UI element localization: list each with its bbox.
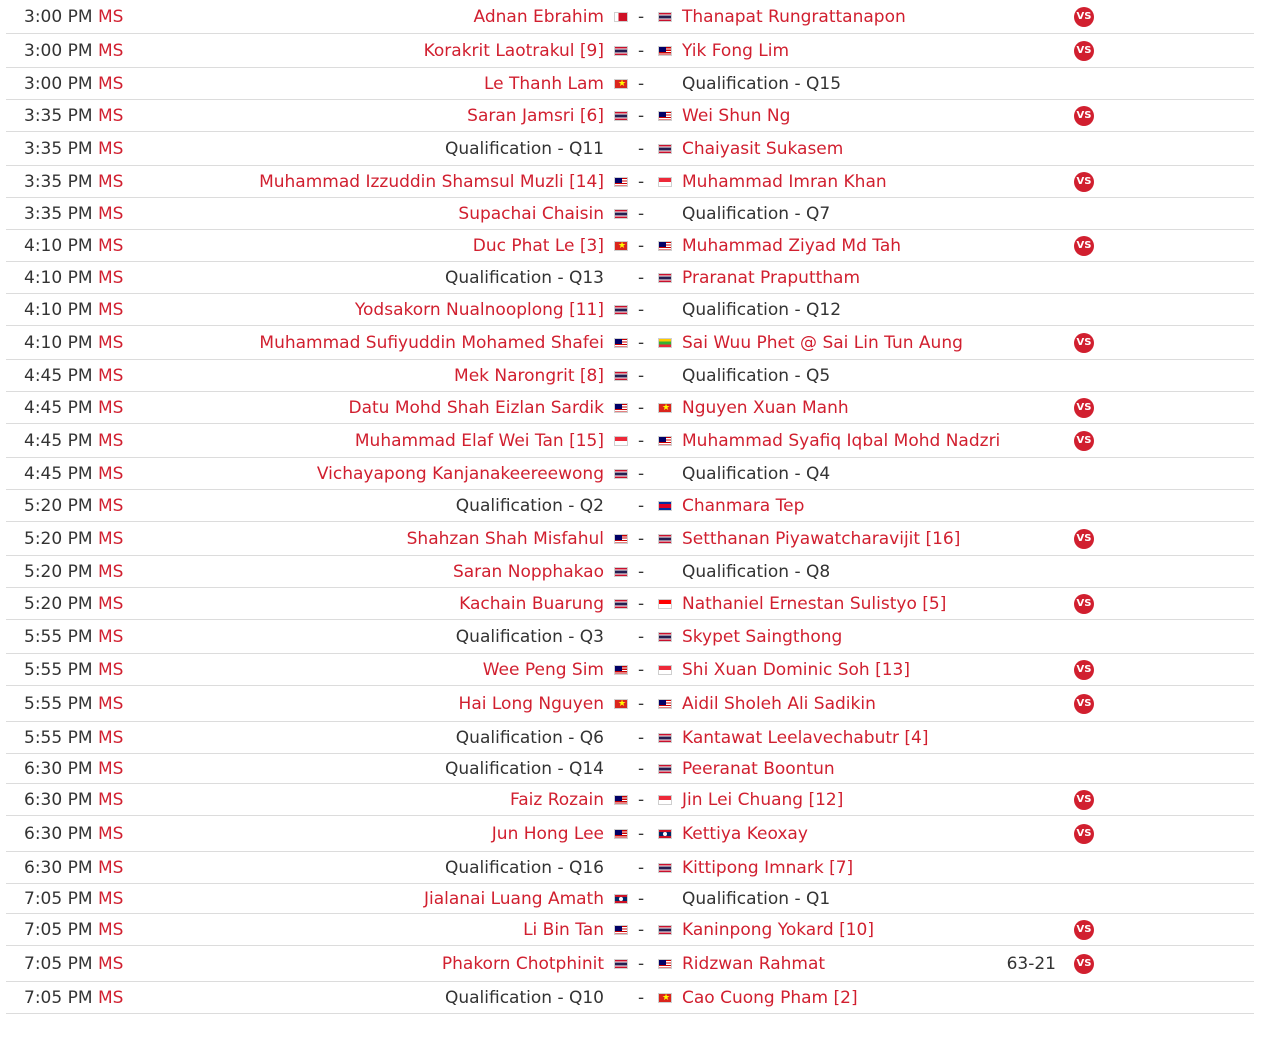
player1-name[interactable]: Li Bin Tan [523,919,604,940]
head-to-head-vs-icon[interactable]: VS [1074,236,1094,256]
player1-name[interactable]: Saran Jamsri [6] [467,105,604,126]
flag-th-icon [658,764,672,774]
event-link[interactable]: MS [98,138,124,159]
player2-name[interactable]: Kettiya Keoxay [682,823,808,844]
event-link[interactable]: MS [98,203,124,224]
player2-name: Qualification - Q7 [682,203,831,224]
flag-my-icon [658,436,672,446]
versus-separator: - [638,430,645,451]
match-time: 5:20 PM [24,495,93,516]
versus-separator: - [638,593,645,614]
player1-name[interactable]: Jialanai Luang Amath [424,888,604,909]
flag-th-icon [614,46,628,56]
event-link[interactable]: MS [98,6,124,27]
player2-name[interactable]: Kittipong Imnark [7] [682,857,854,878]
flag-kh-icon [658,501,672,511]
versus-separator: - [638,203,645,224]
head-to-head-vs-icon[interactable]: VS [1074,920,1094,940]
player2-name: Qualification - Q15 [682,73,842,94]
match-time: 6:30 PM [24,857,93,878]
match-time: 7:05 PM [24,919,93,940]
flag-my-icon [614,795,628,805]
player1-name[interactable]: Adnan Ebrahim [473,6,604,27]
match-time: 4:45 PM [24,365,93,386]
match-row [6,982,1254,1014]
event-link[interactable]: MS [98,397,124,418]
match-row [6,722,1254,754]
event-link[interactable]: MS [98,463,124,484]
flag-my-icon [614,177,628,187]
head-to-head-vs-icon[interactable]: VS [1074,660,1094,680]
match-time: 6:30 PM [24,789,93,810]
player1-name[interactable]: Wee Peng Sim [482,659,604,680]
match-row [6,754,1254,784]
head-to-head-vs-icon[interactable]: VS [1074,594,1094,614]
player1-name[interactable]: Duc Phat Le [3] [472,235,604,256]
flag-my-icon [614,665,628,675]
match-row [6,784,1254,816]
player2-name: Qualification - Q8 [682,561,831,582]
player2-name[interactable]: Skypet Saingthong [682,626,843,647]
player2-name[interactable]: Chanmara Tep [682,495,805,516]
flag-th-icon [658,273,672,283]
flag-my-icon [614,534,628,544]
flag-vn-icon [614,699,628,709]
player1-name: Qualification - Q3 [455,626,604,647]
event-link[interactable]: MS [98,659,124,680]
versus-separator: - [638,919,645,940]
player2-name[interactable]: Shi Xuan Dominic Soh [13] [682,659,910,680]
player1-name[interactable]: Yodsakorn Nualnooplong [11] [354,299,604,320]
player2-name[interactable]: Kantawat Leelavechabutr [4] [682,727,929,748]
match-row [6,424,1254,458]
flag-th-icon [614,599,628,609]
player1-name: Qualification - Q16 [444,857,604,878]
match-time: 4:10 PM [24,299,93,320]
match-time: 4:45 PM [24,463,93,484]
player1-name: Qualification - Q13 [444,267,604,288]
match-time: 3:35 PM [24,138,93,159]
versus-separator: - [638,332,645,353]
flag-la-icon [658,829,672,839]
match-time: 3:35 PM [24,171,93,192]
versus-separator: - [638,626,645,647]
player1-name: Qualification - Q6 [455,727,604,748]
match-row [6,490,1254,522]
player2-name: Qualification - Q5 [682,365,831,386]
match-time: 5:55 PM [24,693,93,714]
player1-name[interactable]: Muhammad Elaf Wei Tan [15] [354,430,604,451]
match-time: 3:00 PM [24,73,93,94]
event-link[interactable]: MS [98,593,124,614]
versus-separator: - [638,73,645,94]
flag-th-icon [658,632,672,642]
flag-th-icon [614,209,628,219]
match-row [6,34,1254,68]
player2-name[interactable]: Setthanan Piyawatcharavijit [16] [682,528,961,549]
player2-name[interactable]: Nathaniel Ernestan Sulistyo [5] [682,593,947,614]
head-to-head-vs-icon[interactable]: VS [1074,7,1094,27]
event-link[interactable]: MS [98,528,124,549]
event-link[interactable]: MS [98,823,124,844]
match-score: 63-21 [1006,953,1056,974]
versus-separator: - [638,789,645,810]
flag-my-icon [658,111,672,121]
player2-name[interactable]: Peeranat Boontun [682,758,835,779]
match-row [6,0,1254,34]
versus-separator: - [638,365,645,386]
flag-bh-icon [614,12,628,22]
event-link[interactable]: MS [98,789,124,810]
flag-th-icon [614,567,628,577]
flag-my-icon [658,241,672,251]
event-link[interactable]: MS [98,888,124,909]
match-time: 5:20 PM [24,561,93,582]
match-row [6,360,1254,392]
versus-separator: - [638,495,645,516]
player2-name[interactable]: Chaiyasit Sukasem [682,138,844,159]
match-row [6,816,1254,852]
player2-name[interactable]: Jin Lei Chuang [12] [682,789,844,810]
player1-name[interactable]: Datu Mohd Shah Eizlan Sardik [348,397,604,418]
match-row [6,620,1254,654]
player2-name[interactable]: Aidil Sholeh Ali Sadikin [682,693,876,714]
match-time: 4:10 PM [24,332,93,353]
player1-name: Qualification - Q2 [455,495,604,516]
match-time: 5:55 PM [24,659,93,680]
player2-name: Qualification - Q12 [682,299,842,320]
match-time: 4:10 PM [24,235,93,256]
flag-sg-icon [658,177,672,187]
match-time: 3:35 PM [24,105,93,126]
player2-name[interactable]: Cao Cuong Pham [2] [682,987,858,1008]
match-time: 3:35 PM [24,203,93,224]
player2-name: Qualification - Q1 [682,888,831,909]
flag-th-icon [658,863,672,873]
match-row [6,132,1254,166]
versus-separator: - [638,857,645,878]
player2-name[interactable]: Muhammad Syafiq Iqbal Mohd Nadzri [682,430,1001,451]
event-link[interactable]: MS [98,430,124,451]
match-time: 5:55 PM [24,727,93,748]
player1-name[interactable]: Phakorn Chotphinit [441,953,604,974]
player1-name[interactable]: Muhammad Izzuddin Shamsul Muzli [14] [259,171,604,192]
head-to-head-vs-icon[interactable]: VS [1074,954,1094,974]
match-row [6,458,1254,490]
flag-th-icon [658,534,672,544]
player1-name[interactable]: Hai Long Nguyen [458,693,604,714]
event-link[interactable]: MS [98,495,124,516]
versus-separator: - [638,105,645,126]
versus-separator: - [638,561,645,582]
versus-separator: - [638,528,645,549]
match-row [6,262,1254,294]
flag-my-icon [614,403,628,413]
event-link[interactable]: MS [98,727,124,748]
player2-name[interactable]: Wei Shun Ng [682,105,791,126]
flag-my-icon [658,699,672,709]
player2-name[interactable]: Muhammad Imran Khan [682,171,887,192]
match-time: 5:20 PM [24,528,93,549]
match-row [6,914,1254,946]
match-row [6,100,1254,132]
match-time: 5:20 PM [24,593,93,614]
event-link[interactable]: MS [98,267,124,288]
head-to-head-vs-icon[interactable]: VS [1074,41,1094,61]
match-row [6,884,1254,914]
player1-name[interactable]: Supachai Chaisin [458,203,604,224]
versus-separator: - [638,299,645,320]
player1-name[interactable]: Vichayapong Kanjanakeereewong [316,463,604,484]
flag-my-icon [658,959,672,969]
match-time: 7:05 PM [24,953,93,974]
versus-separator: - [638,727,645,748]
versus-separator: - [638,138,645,159]
player2-name[interactable]: Thanapat Rungrattanapon [682,6,906,27]
match-row [6,852,1254,884]
match-time: 6:30 PM [24,823,93,844]
flag-la-icon [614,894,628,904]
versus-separator: - [638,463,645,484]
versus-separator: - [638,397,645,418]
versus-separator: - [638,659,645,680]
versus-separator: - [638,6,645,27]
event-link[interactable]: MS [98,235,124,256]
head-to-head-vs-icon[interactable]: VS [1074,431,1094,451]
match-time: 7:05 PM [24,888,93,909]
flag-sg-icon [658,795,672,805]
match-row [6,68,1254,100]
player1-name: Qualification - Q11 [444,138,604,159]
player1-name[interactable]: Jun Hong Lee [491,823,604,844]
head-to-head-vs-icon[interactable]: VS [1074,694,1094,714]
player1-name[interactable]: Le Thanh Lam [483,73,604,94]
player2-name: Qualification - Q4 [682,463,831,484]
event-link[interactable]: MS [98,857,124,878]
match-time: 3:00 PM [24,40,93,61]
event-link[interactable]: MS [98,171,124,192]
match-row [6,588,1254,620]
flag-th-icon [614,371,628,381]
match-row [6,686,1254,722]
event-link[interactable]: MS [98,919,124,940]
player2-name[interactable]: Sai Wuu Phet @ Sai Lin Tun Aung [682,332,963,353]
event-link[interactable]: MS [98,332,124,353]
versus-separator: - [638,953,645,974]
match-row [6,556,1254,588]
head-to-head-vs-icon[interactable]: VS [1074,398,1094,418]
player1-name[interactable]: Kachain Buarung [459,593,604,614]
head-to-head-vs-icon[interactable]: VS [1074,106,1094,126]
flag-th-icon [658,144,672,154]
player2-name[interactable]: Praranat Praputtham [682,267,861,288]
versus-separator: - [638,40,645,61]
event-link[interactable]: MS [98,299,124,320]
flag-vn-icon [658,403,672,413]
player1-name: Qualification - Q10 [444,987,604,1008]
head-to-head-vs-icon[interactable]: VS [1074,529,1094,549]
versus-separator: - [638,987,645,1008]
event-link[interactable]: MS [98,40,124,61]
match-time: 5:55 PM [24,626,93,647]
head-to-head-vs-icon[interactable]: VS [1074,172,1094,192]
flag-vn-icon [614,79,628,89]
flag-my-icon [614,338,628,348]
flag-th-icon [658,925,672,935]
event-link[interactable]: MS [98,987,124,1008]
versus-separator: - [638,758,645,779]
match-row [6,946,1254,982]
match-row [6,230,1254,262]
versus-separator: - [638,888,645,909]
match-time: 4:45 PM [24,397,93,418]
flag-th-icon [614,959,628,969]
match-row [6,326,1254,360]
player1-name[interactable]: Muhammad Sufiyuddin Mohamed Shafei [259,332,604,353]
flag-my-icon [658,46,672,56]
versus-separator: - [638,693,645,714]
flag-my-icon [614,829,628,839]
event-link[interactable]: MS [98,73,124,94]
match-row [6,294,1254,326]
player2-name[interactable]: Yik Fong Lim [682,40,790,61]
flag-th-icon [614,305,628,315]
flag-sg-icon [658,665,672,675]
head-to-head-vs-icon[interactable]: VS [1074,333,1094,353]
versus-separator: - [638,235,645,256]
event-link[interactable]: MS [98,626,124,647]
match-time: 4:10 PM [24,267,93,288]
head-to-head-vs-icon[interactable]: VS [1074,824,1094,844]
event-link[interactable]: MS [98,561,124,582]
flag-id-icon [658,599,672,609]
match-row [6,166,1254,198]
flag-my-icon [614,925,628,935]
head-to-head-vs-icon[interactable]: VS [1074,790,1094,810]
match-row [6,654,1254,686]
flag-th-icon [614,111,628,121]
flag-vn-icon [658,993,672,1003]
match-row [6,392,1254,424]
flag-mm-icon [658,338,672,348]
player1-name[interactable]: Shahzan Shah Misfahul [406,528,604,549]
flag-vn-icon [614,241,628,251]
player1-name[interactable]: Saran Nopphakao [452,561,604,582]
match-time: 4:45 PM [24,430,93,451]
match-time: 3:00 PM [24,6,93,27]
match-row [6,522,1254,556]
event-link[interactable]: MS [98,365,124,386]
player2-name[interactable]: Kaninpong Yokard [10] [682,919,874,940]
flag-th-icon [658,12,672,22]
event-link[interactable]: MS [98,758,124,779]
match-time: 6:30 PM [24,758,93,779]
flag-th-icon [614,469,628,479]
player1-name[interactable]: Korakrit Laotrakul [9] [423,40,604,61]
versus-separator: - [638,823,645,844]
player1-name[interactable]: Faiz Rozain [510,789,604,810]
versus-separator: - [638,267,645,288]
flag-th-icon [658,733,672,743]
player1-name[interactable]: Mek Narongrit [8] [454,365,604,386]
player2-name[interactable]: Nguyen Xuan Manh [682,397,849,418]
match-time: 7:05 PM [24,987,93,1008]
match-row [6,198,1254,230]
flag-sg-icon [614,436,628,446]
player2-name[interactable]: Muhammad Ziyad Md Tah [682,235,902,256]
player1-name: Qualification - Q14 [444,758,604,779]
event-link[interactable]: MS [98,693,124,714]
player2-name[interactable]: Ridzwan Rahmat [682,953,826,974]
event-link[interactable]: MS [98,105,124,126]
event-link[interactable]: MS [98,953,124,974]
versus-separator: - [638,171,645,192]
